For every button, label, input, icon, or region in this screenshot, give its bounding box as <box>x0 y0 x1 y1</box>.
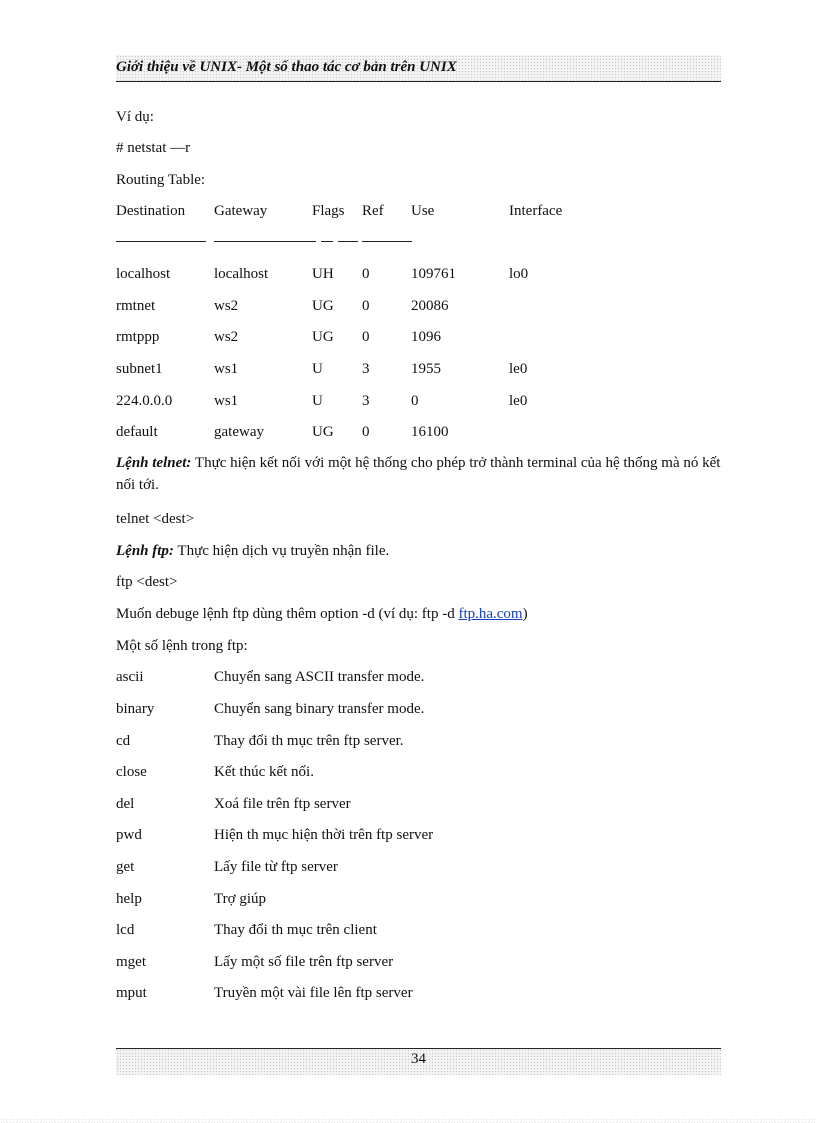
cell-ref: 0 <box>362 329 370 345</box>
telnet-paragraph <box>116 452 722 496</box>
routing-table-header <box>116 202 722 220</box>
table-row <box>116 360 722 378</box>
ftp-command-desc: Lấy một số file trên ftp server <box>214 954 394 970</box>
cell-use: 0 <box>411 393 419 409</box>
cell-gateway: localhost <box>214 266 269 282</box>
ftp-command-desc: Truyền một vài file lên ftp server <box>214 985 413 1001</box>
ftp-debug-close: ) <box>522 606 528 622</box>
telnet-syntax: telnet <dest> <box>116 511 195 527</box>
ftp-command-name: ascii <box>116 669 144 685</box>
cell-destination: rmtppp <box>116 329 160 345</box>
page-number: 34 <box>411 1051 426 1067</box>
cell-destination: rmtnet <box>116 298 156 314</box>
list-item <box>116 953 722 971</box>
header-use: Use <box>411 203 435 219</box>
cell-use: 20086 <box>411 298 449 314</box>
ftp-command-name: pwd <box>116 827 142 843</box>
cell-ref: 0 <box>362 266 370 282</box>
ftp-command-desc: Thay đổi th mục trên ftp server. <box>214 733 404 749</box>
cell-flags: UH <box>312 266 334 282</box>
ftp-command-name: get <box>116 859 135 875</box>
ftp-command-desc: Lấy file từ ftp server <box>214 859 338 875</box>
list-item <box>116 700 722 718</box>
header-ref: Ref <box>362 203 384 219</box>
list-item <box>116 826 722 844</box>
ftp-command-name: del <box>116 796 135 812</box>
list-item <box>116 732 722 750</box>
cell-ref: 0 <box>362 298 370 314</box>
header-destination: Destination <box>116 203 186 219</box>
ftp-command-desc: Thay đổi th mục trên client <box>214 922 377 938</box>
cell-flags: U <box>312 393 323 409</box>
telnet-description: Thực hiện kết nối với một hệ thống cho phép trở thành terminal của hệ thống mà nó kết nối tới. <box>116 455 721 493</box>
telnet-label: Lệnh telnet: <box>116 455 192 471</box>
bottom-texture <box>0 1118 816 1123</box>
ftp-command-desc: Chuyển sang binary transfer mode. <box>214 701 425 717</box>
page-footer <box>116 1048 721 1075</box>
header-flags: Flags <box>312 203 345 219</box>
cell-use: 1955 <box>411 361 441 377</box>
ftp-debug-text: Muốn debuge lệnh ftp dùng thêm option -d (ví dụ: ftp -d <box>116 606 459 622</box>
cell-use: 1096 <box>411 329 441 345</box>
cell-interface: lo0 <box>509 266 529 282</box>
cell-flags: UG <box>312 298 334 314</box>
list-item <box>116 795 722 813</box>
cell-gateway: gateway <box>214 424 264 440</box>
page-header <box>116 55 721 82</box>
ftp-command-name: binary <box>116 701 155 717</box>
ftp-command-desc: Xoá file trên ftp server <box>214 796 351 812</box>
ftp-command-desc: Chuyển sang ASCII transfer mode. <box>214 669 425 685</box>
table-row <box>116 328 722 346</box>
ftp-description: Thực hiện dịch vụ truyền nhận file. <box>177 543 390 559</box>
netstat-command: # netstat —r <box>116 140 191 156</box>
cell-ref: 3 <box>362 361 370 377</box>
cell-flags: UG <box>312 424 334 440</box>
cell-ref: 0 <box>362 424 370 440</box>
routing-table-title: Routing Table: <box>116 172 206 188</box>
ftp-syntax: ftp <dest> <box>116 574 178 590</box>
ftp-commands-title: Một số lệnh trong ftp: <box>116 638 248 654</box>
ftp-paragraph <box>116 542 389 560</box>
ftp-command-desc: Hiện th mục hiện thời trên ftp server <box>214 827 434 843</box>
list-item <box>116 763 722 781</box>
ftp-example-link[interactable]: ftp.ha.com <box>458 606 523 622</box>
ftp-command-name: mput <box>116 985 147 1001</box>
cell-flags: U <box>312 361 323 377</box>
cell-interface: le0 <box>509 393 528 409</box>
table-row <box>116 265 722 283</box>
ftp-command-name: lcd <box>116 922 135 938</box>
cell-destination: default <box>116 424 158 440</box>
cell-gateway: ws1 <box>214 361 239 377</box>
table-separator <box>116 241 416 243</box>
list-item <box>116 984 722 1002</box>
cell-interface: le0 <box>509 361 528 377</box>
ftp-command-name: close <box>116 764 147 780</box>
header-gateway: Gateway <box>214 203 268 219</box>
cell-use: 16100 <box>411 424 449 440</box>
example-label: Ví dụ: <box>116 109 154 125</box>
cell-destination: localhost <box>116 266 171 282</box>
ftp-debug-line <box>116 605 528 623</box>
cell-use: 109761 <box>411 266 456 282</box>
header-interface: Interface <box>509 203 563 219</box>
list-item <box>116 921 722 939</box>
list-item <box>116 668 722 686</box>
ftp-command-desc: Kết thúc kết nối. <box>214 764 314 780</box>
cell-gateway: ws2 <box>214 298 239 314</box>
cell-flags: UG <box>312 329 334 345</box>
header-title: Giới thiệu về UNIX- Một số thao tác cơ bản trên UNIX <box>116 59 457 75</box>
ftp-command-name: cd <box>116 733 131 749</box>
cell-ref: 3 <box>362 393 370 409</box>
ftp-command-desc: Trợ giúp <box>214 891 266 907</box>
table-row <box>116 297 722 315</box>
cell-destination: 224.0.0.0 <box>116 393 173 409</box>
ftp-command-name: mget <box>116 954 146 970</box>
list-item <box>116 890 722 908</box>
cell-gateway: ws2 <box>214 329 239 345</box>
cell-destination: subnet1 <box>116 361 163 377</box>
table-row <box>116 423 722 441</box>
ftp-command-name: help <box>116 891 142 907</box>
table-row <box>116 392 722 410</box>
ftp-label: Lệnh ftp: <box>116 543 174 559</box>
list-item <box>116 858 722 876</box>
cell-gateway: ws1 <box>214 393 239 409</box>
